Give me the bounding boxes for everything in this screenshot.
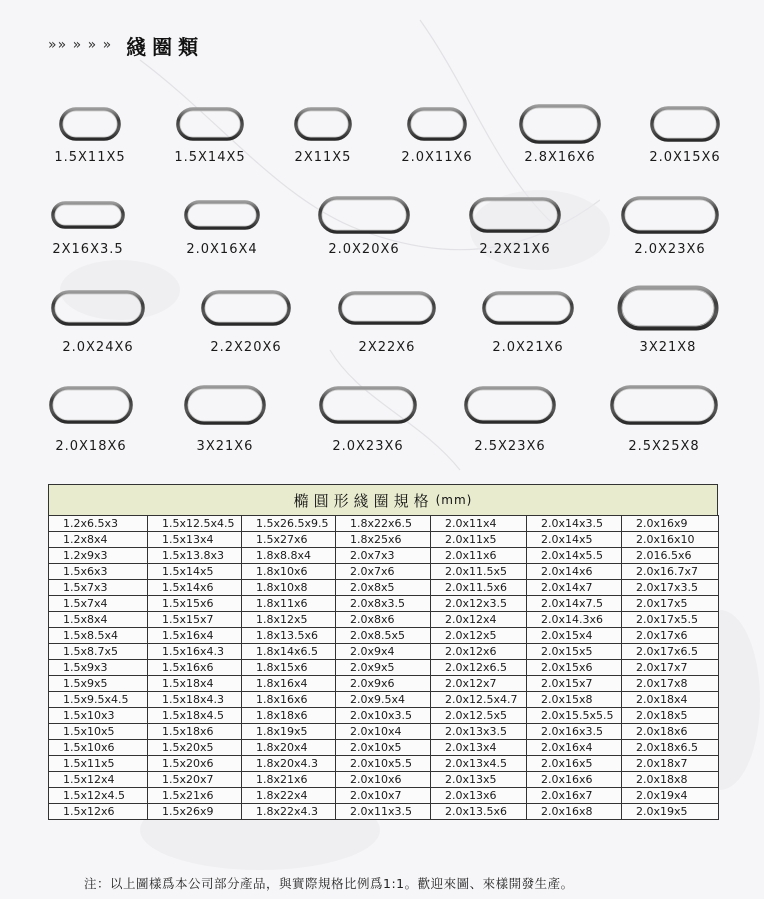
table-cell: 1.5x20x7 — [148, 772, 242, 788]
table-cell: 1.5x7x4 — [49, 596, 148, 612]
ring-size-label: 1.5X11X5 — [54, 150, 126, 165]
table-cell: 1.5x15x7 — [148, 612, 242, 628]
ring-size-label: 2.0X21X6 — [492, 340, 564, 355]
table-cell: 1.5x7x3 — [49, 580, 148, 596]
oval-ring-image — [471, 199, 559, 231]
table-cell: 2.0x10x5 — [336, 740, 431, 756]
oval-ring-highlight — [53, 390, 129, 420]
table-cell: 2.0x18x4 — [622, 692, 719, 708]
ring-size-label: 2.0X16X4 — [186, 242, 258, 257]
table-cell: 2.0x18x5 — [622, 708, 719, 724]
table-row — [49, 628, 719, 644]
table-cell: 2.0x18x8 — [622, 772, 719, 788]
ring-size-label: 2X11X5 — [294, 150, 352, 165]
table-cell: 2.0x7x3 — [336, 548, 431, 564]
table-row — [49, 580, 719, 596]
oval-ring-highlight — [63, 111, 117, 137]
table-cell: 2.0x14x7.5 — [527, 596, 622, 612]
table-row — [49, 564, 719, 580]
table-cell: 2.0x17x8 — [622, 676, 719, 692]
oval-ring-highlight — [654, 110, 716, 138]
table-cell: 2.0x15x6 — [527, 660, 622, 676]
table-cell: 1.8x22x6.5 — [336, 516, 431, 532]
oval-ring-highlight — [205, 294, 287, 322]
table-cell: 1.5x6x3 — [49, 564, 148, 580]
table-cell: 2.0x13x4 — [431, 740, 527, 756]
oval-ring-highlight — [468, 390, 552, 420]
table-cell: 1.8x22x4 — [242, 788, 336, 804]
oval-ring-image — [203, 292, 289, 324]
table-cell: 1.8x13.5x6 — [242, 628, 336, 644]
table-cell: 1.5x12x4.5 — [49, 788, 148, 804]
table-cell: 2.0x15x8 — [527, 692, 622, 708]
table-cell: 2.0x16x3.5 — [527, 724, 622, 740]
table-cell: 2.0x16.7x7 — [622, 564, 719, 580]
table-cell: 2.0x18x6 — [622, 724, 719, 740]
table-cell: 1.8x10x6 — [242, 564, 336, 580]
oval-ring-image — [484, 293, 572, 323]
table-cell: 1.8x12x5 — [242, 612, 336, 628]
table-cell: 1.5x11x5 — [49, 756, 148, 772]
table-cell: 1.8x20x4 — [242, 740, 336, 756]
oval-ring-image — [321, 388, 415, 422]
table-cell: 2.0x8.5x5 — [336, 628, 431, 644]
table-row — [49, 756, 719, 772]
table-cell: 1.5x16x6 — [148, 660, 242, 676]
oval-ring-image — [340, 293, 434, 323]
table-cell: 1.8x18x6 — [242, 708, 336, 724]
oval-ring-image — [186, 202, 258, 228]
ring-size-label: 2.5X23X6 — [474, 439, 546, 454]
oval-ring-image — [61, 109, 119, 139]
table-cell: 2.0x12.5x4.7 — [431, 692, 527, 708]
ring-size-label: 2X16X3.5 — [52, 242, 124, 257]
table-cell: 1.5x12.5x4.5 — [148, 516, 242, 532]
oval-ring-highlight — [322, 200, 406, 230]
table-cell: 1.8x25x6 — [336, 532, 431, 548]
table-cell: 1.5x8x4 — [49, 612, 148, 628]
table-cell: 2.0x17x6.5 — [622, 644, 719, 660]
table-cell: 1.5x26.5x9.5 — [242, 516, 336, 532]
table-cell: 1.8x20x4.3 — [242, 756, 336, 772]
table-cell: 1.5x16x4 — [148, 628, 242, 644]
ring-size-label: 3X21X8 — [639, 340, 697, 355]
table-cell: 2.0x9x5 — [336, 660, 431, 676]
oval-ring-image — [612, 387, 716, 423]
table-cell: 2.0x8x3.5 — [336, 596, 431, 612]
table-cell: 2.0x12x5 — [431, 628, 527, 644]
table-row — [49, 516, 719, 532]
oval-ring-image — [296, 109, 350, 139]
table-cell: 2.0x15x4 — [527, 628, 622, 644]
oval-ring-highlight — [298, 111, 348, 137]
table-cell: 2.0x12x7 — [431, 676, 527, 692]
table-cell: 1.5x18x4 — [148, 676, 242, 692]
table-cell: 2.0x12.5x5 — [431, 708, 527, 724]
table-row — [49, 612, 719, 628]
table-cell: 2.0x8x5 — [336, 580, 431, 596]
table-cell: 2.0x17x7 — [622, 660, 719, 676]
oval-ring-image — [409, 109, 465, 139]
table-cell: 1.5x10x5 — [49, 724, 148, 740]
table-cell: 1.5x13x4 — [148, 532, 242, 548]
table-cell: 2.0x17x3.5 — [622, 580, 719, 596]
oval-ring-highlight — [55, 205, 121, 225]
table-row — [49, 788, 719, 804]
table-cell: 1.5x8.5x4 — [49, 628, 148, 644]
ring-size-label: 1.5X14X5 — [174, 150, 246, 165]
ring-size-label: 2.2X21X6 — [479, 242, 551, 257]
ring-size-label: 2.8X16X6 — [524, 150, 596, 165]
oval-ring-highlight — [180, 111, 240, 137]
oval-ring-highlight — [188, 204, 256, 226]
ring-size-label: 2.0X24X6 — [62, 340, 134, 355]
table-cell: 2.0x15x5 — [527, 644, 622, 660]
table-cell: 1.5x14x5 — [148, 564, 242, 580]
table-cell: 2.0x15x7 — [527, 676, 622, 692]
oval-ring-image — [186, 387, 264, 423]
table-cell: 2.0x14x7 — [527, 580, 622, 596]
table-row — [49, 740, 719, 756]
table-cell: 2.0x18x6.5 — [622, 740, 719, 756]
table-cell: 1.2x9x3 — [49, 548, 148, 564]
table-cell: 2.0x11x6 — [431, 548, 527, 564]
table-cell: 2.0x16x4 — [527, 740, 622, 756]
table-cell: 2.0x11.5x6 — [431, 580, 527, 596]
table-cell: 1.8x22x4.3 — [242, 804, 336, 820]
table-cell: 2.0x19x5 — [622, 804, 719, 820]
ring-size-label: 2.2X20X6 — [210, 340, 282, 355]
table-cell: 2.0x13x5 — [431, 772, 527, 788]
ring-size-label: 2.0X18X6 — [55, 439, 127, 454]
table-cell: 2.0x13x6 — [431, 788, 527, 804]
oval-ring-highlight — [622, 290, 714, 326]
ring-size-label: 2X22X6 — [358, 340, 416, 355]
spec-table — [48, 515, 719, 820]
table-cell: 2.0x10x7 — [336, 788, 431, 804]
table-cell: 2.0x8x6 — [336, 612, 431, 628]
table-cell: 2.0x12x4 — [431, 612, 527, 628]
table-cell: 1.5x10x3 — [49, 708, 148, 724]
table-title: 橢圓形綫圈規格 — [293, 491, 434, 510]
table-cell: 1.5x18x4.3 — [148, 692, 242, 708]
oval-ring-highlight — [411, 111, 463, 137]
table-title-bar — [48, 484, 718, 515]
table-cell: 2.0x13x4.5 — [431, 756, 527, 772]
table-cell: 1.5x27x6 — [242, 532, 336, 548]
table-cell: 1.8x14x6.5 — [242, 644, 336, 660]
oval-ring-image — [466, 388, 554, 422]
oval-ring-image — [623, 198, 717, 232]
table-cell: 2.0x18x7 — [622, 756, 719, 772]
table-cell: 1.5x12x4 — [49, 772, 148, 788]
table-row — [49, 692, 719, 708]
table-cell: 2.0x10x6 — [336, 772, 431, 788]
ring-size-label: 3X21X6 — [196, 439, 254, 454]
table-cell: 1.8x15x6 — [242, 660, 336, 676]
table-cell: 2.0x19x4 — [622, 788, 719, 804]
ring-size-label: 2.0X23X6 — [634, 242, 706, 257]
table-cell: 2.0x14x6 — [527, 564, 622, 580]
table-cell: 2.0x15.5x5.5 — [527, 708, 622, 724]
table-cell: 2.0x16x7 — [527, 788, 622, 804]
footer-note: 注：以上圖樣爲本公司部分產品，與實際規格比例爲1:1。歡迎來圖、來樣開發生產。 — [84, 876, 574, 891]
table-cell: 2.0x14x5.5 — [527, 548, 622, 564]
table-cell: 1.8x8.8x4 — [242, 548, 336, 564]
table-cell: 1.2x8x4 — [49, 532, 148, 548]
oval-ring-highlight — [523, 108, 597, 140]
table-cell: 2.0x12x3.5 — [431, 596, 527, 612]
table-cell: 1.5x9.5x4.5 — [49, 692, 148, 708]
table-cell: 1.5x10x6 — [49, 740, 148, 756]
table-cell: 2.0x14.3x6 — [527, 612, 622, 628]
table-cell: 2.0x16x9 — [622, 516, 719, 532]
table-row — [49, 660, 719, 676]
oval-ring-highlight — [625, 200, 715, 230]
oval-ring-image — [320, 198, 408, 232]
table-cell: 2.0x10x4 — [336, 724, 431, 740]
ring-size-label: 2.0X23X6 — [332, 439, 404, 454]
table-row — [49, 724, 719, 740]
oval-ring-image — [652, 108, 718, 140]
table-row — [49, 532, 719, 548]
ring-size-label: 2.0X11X6 — [401, 150, 473, 165]
table-cell: 1.5x21x6 — [148, 788, 242, 804]
table-cell: 1.5x18x6 — [148, 724, 242, 740]
table-cell: 1.8x19x5 — [242, 724, 336, 740]
table-cell: 1.5x13.8x3 — [148, 548, 242, 564]
page-title: 綫圈類 — [126, 34, 205, 59]
table-cell: 2.0x13x3.5 — [431, 724, 527, 740]
table-cell: 1.5x9x3 — [49, 660, 148, 676]
oval-ring-highlight — [323, 390, 413, 420]
oval-ring-image — [53, 292, 143, 324]
spec-table-panel — [48, 484, 718, 820]
table-cell: 1.5x9x5 — [49, 676, 148, 692]
table-cell: 2.0x7x6 — [336, 564, 431, 580]
table-cell: 2.0x10x5.5 — [336, 756, 431, 772]
oval-ring-highlight — [486, 295, 570, 321]
table-row — [49, 676, 719, 692]
table-cell: 1.5x12x6 — [49, 804, 148, 820]
table-cell: 2.0x16x10 — [622, 532, 719, 548]
table-cell: 2.0x16x6 — [527, 772, 622, 788]
table-cell: 1.8x16x4 — [242, 676, 336, 692]
oval-ring-image — [178, 109, 242, 139]
table-cell: 1.5x20x5 — [148, 740, 242, 756]
table-cell: 1.5x15x6 — [148, 596, 242, 612]
table-row — [49, 548, 719, 564]
oval-ring-image — [51, 388, 131, 422]
table-row — [49, 772, 719, 788]
oval-ring-highlight — [473, 201, 557, 229]
table-cell: 2.0x10x3.5 — [336, 708, 431, 724]
table-cell: 2.0x11x3.5 — [336, 804, 431, 820]
table-cell: 1.5x20x6 — [148, 756, 242, 772]
table-cell: 1.5x16x4.3 — [148, 644, 242, 660]
table-cell: 2.0x14x5 — [527, 532, 622, 548]
table-cell: 2.0x11x5 — [431, 532, 527, 548]
table-cell: 1.5x14x6 — [148, 580, 242, 596]
table-cell: 2.0x17x5.5 — [622, 612, 719, 628]
table-cell: 2.0x13.5x6 — [431, 804, 527, 820]
chevron-arrows-icon: »» » » » — [48, 37, 113, 53]
table-cell: 2.0x17x5 — [622, 596, 719, 612]
table-cell: 1.5x8.7x5 — [49, 644, 148, 660]
table-cell: 1.8x10x8 — [242, 580, 336, 596]
table-cell: 2.0x11.5x5 — [431, 564, 527, 580]
table-cell: 1.8x16x6 — [242, 692, 336, 708]
oval-ring-image — [521, 106, 599, 142]
oval-ring-highlight — [342, 295, 432, 321]
table-unit: (mm) — [435, 493, 473, 507]
table-cell: 2.0x14x3.5 — [527, 516, 622, 532]
ring-size-label: 2.0X20X6 — [328, 242, 400, 257]
table-cell: 1.5x26x9 — [148, 804, 242, 820]
table-cell: 2.0x12x6 — [431, 644, 527, 660]
oval-ring-image — [53, 203, 123, 227]
table-cell: 1.8x21x6 — [242, 772, 336, 788]
table-cell: 1.2x6.5x3 — [49, 516, 148, 532]
table-cell: 2.016.5x6 — [622, 548, 719, 564]
table-cell: 1.5x18x4.5 — [148, 708, 242, 724]
ring-size-label: 2.0X15X6 — [649, 150, 721, 165]
oval-ring-highlight — [55, 294, 141, 322]
table-cell: 2.0x12x6.5 — [431, 660, 527, 676]
ring-size-label: 2.5X25X8 — [628, 439, 700, 454]
oval-ring-highlight — [614, 389, 714, 421]
table-cell: 2.0x9x6 — [336, 676, 431, 692]
table-cell: 2.0x9.5x4 — [336, 692, 431, 708]
table-row — [49, 708, 719, 724]
oval-ring-highlight — [188, 389, 262, 421]
table-cell: 1.8x11x6 — [242, 596, 336, 612]
table-row — [49, 804, 719, 820]
table-row — [49, 644, 719, 660]
table-cell: 2.0x9x4 — [336, 644, 431, 660]
table-cell: 2.0x17x6 — [622, 628, 719, 644]
table-cell: 2.0x11x4 — [431, 516, 527, 532]
table-cell: 2.0x16x8 — [527, 804, 622, 820]
table-row — [49, 596, 719, 612]
oval-ring-image — [620, 288, 716, 328]
table-cell: 2.0x16x5 — [527, 756, 622, 772]
